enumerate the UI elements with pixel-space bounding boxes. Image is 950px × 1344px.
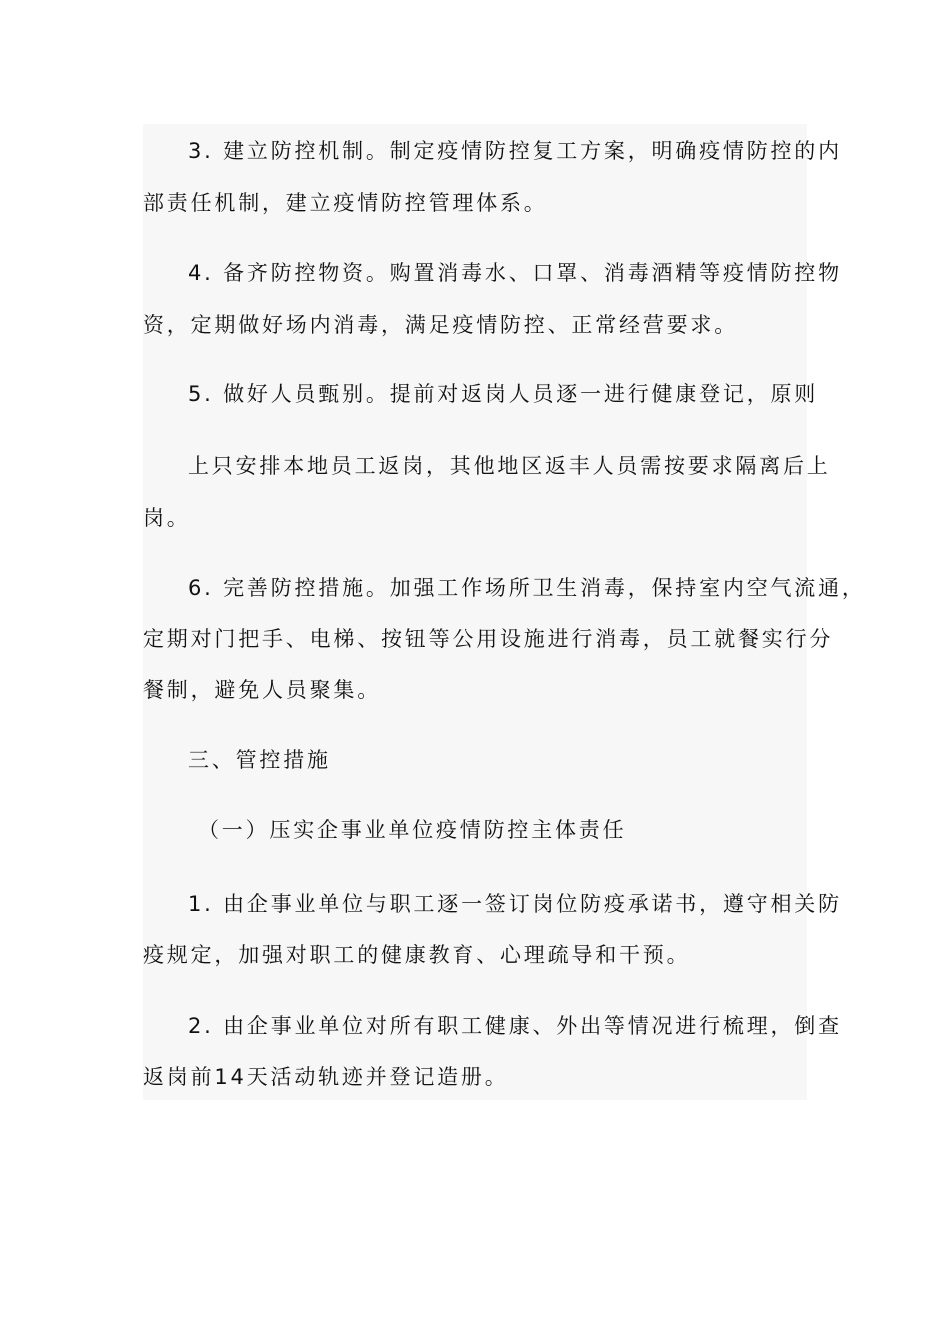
item-2-line-1: 2. 由企事业单位对所有职工健康、外出等情况进行梳理，倒查 [188,1014,842,1038]
paragraph-4-line-2: 资，定期做好场内消毒，满足疫情防控、正常经营要求。 [143,313,738,337]
paragraph-3-line-2: 部责任机制，建立疫情防控管理体系。 [143,191,548,215]
item-1-line-2: 疫规定，加强对职工的健康教育、心理疏导和干预。 [143,943,691,967]
section-heading: 三、管控措施 [188,748,331,772]
paragraph-3-line-1: 3. 建立防控机制。制定疫情防控复工方案，明确疫情防控的内 [188,139,842,163]
paragraph-6-line-1: 6. 完善防控措施。加强工作场所卫生消毒，保持室内空气流通， [188,576,866,600]
paragraph-5-line-1: 5. 做好人员甄别。提前对返岗人员逐一进行健康登记，原则 [188,382,819,406]
paragraph-5-line-3: 岗。 [143,506,191,530]
subsection-heading: （一）压实企事业单位疫情防控主体责任 [198,818,627,842]
document-page [143,124,866,1100]
paragraph-6-line-2: 定期对门把手、电梯、按钮等公用设施进行消毒，员工就餐实行分 [143,627,834,651]
paragraph-5-line-2: 上只安排本地员工返岗，其他地区返丰人员需按要求隔离后上 [188,454,831,478]
item-2-line-2: 返岗前14天活动轨迹并登记造册。 [143,1065,509,1089]
item-1-line-1: 1. 由企事业单位与职工逐一签订岗位防疫承诺书，遵守相关防 [188,892,842,916]
paragraph-6-line-3: 餐制，避免人员聚集。 [143,678,381,702]
paragraph-4-line-1: 4. 备齐防控物资。购置消毒水、口罩、消毒酒精等疫情防控物 [188,261,842,285]
